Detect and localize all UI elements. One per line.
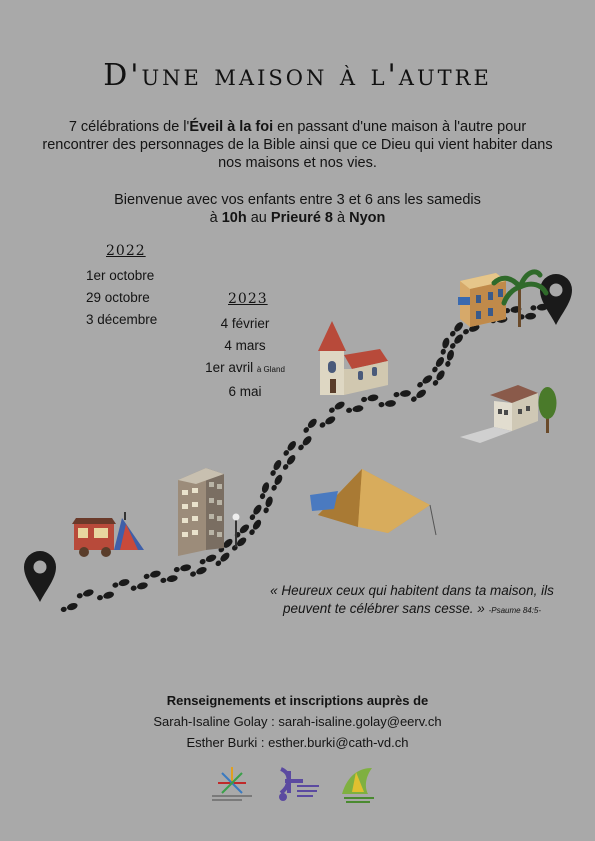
circus-caravan-icon <box>72 512 144 557</box>
footprint <box>96 591 115 602</box>
contact-line: Esther Burki : esther.burki@cath-vd.ch <box>186 735 409 750</box>
logo-enfance-icon <box>338 764 382 806</box>
welcome-line2: à 10h au Prieuré 8 à Nyon <box>209 210 386 226</box>
contacts <box>0 690 595 753</box>
footprint <box>112 578 131 589</box>
date-item: 4 février <box>220 316 270 331</box>
logo-cath-vd-icon <box>208 763 256 807</box>
apartment-building-icon <box>178 468 224 556</box>
footprints-path <box>60 303 548 613</box>
location-pin-end-icon <box>540 274 572 325</box>
footprint <box>270 473 284 492</box>
date-item: 1er avril à Gland <box>205 360 285 375</box>
tent-icon <box>310 469 436 535</box>
year-2023: 2023 <box>228 291 268 307</box>
date-item: 1er octobre <box>86 268 155 283</box>
location-pin-start-icon <box>24 504 56 602</box>
footprint <box>518 312 536 320</box>
welcome-text <box>40 191 555 227</box>
date-item: 6 mai <box>228 384 262 399</box>
footprint <box>328 400 346 415</box>
welcome-line1: Bienvenue avec vos enfants entre 3 et 6 ans les samedis <box>114 192 481 208</box>
date-item: 29 octobre <box>86 290 150 305</box>
page-title: D'une maison à l'autre <box>103 58 492 93</box>
intro-after: en passant d'une maison à l'autre pour rencontrer des personnages de la Bible ainsi que ce Dieu qui vient habiter dans nos maisons et nos vies. <box>42 119 553 171</box>
church-icon <box>318 321 388 395</box>
footprint <box>297 434 314 451</box>
footprint <box>269 459 283 478</box>
footprint <box>173 564 191 574</box>
psalm-quote <box>262 582 562 620</box>
contacts-heading: Renseignements et inscriptions auprès de <box>166 693 429 708</box>
footprint <box>282 439 298 457</box>
farmhouse-icon <box>460 385 557 443</box>
date-item: 3 décembre <box>86 312 158 327</box>
footprint <box>318 415 336 430</box>
intro-bold: Éveil à la foi <box>189 119 274 135</box>
footprint <box>189 566 208 579</box>
footprint <box>76 588 95 600</box>
footprint <box>130 581 149 592</box>
intro-text <box>40 118 555 172</box>
footprint <box>60 602 79 614</box>
footprint <box>248 503 263 521</box>
footprint <box>214 551 231 568</box>
footprint <box>281 453 297 471</box>
logo-eerv-icon <box>273 763 321 807</box>
footprint <box>199 553 218 566</box>
footprint <box>302 417 319 434</box>
footprint <box>409 388 427 404</box>
footprint <box>248 518 263 536</box>
date-item: 4 mars <box>224 338 266 353</box>
footprint <box>143 569 162 580</box>
footprint <box>346 404 364 414</box>
contact-line: Sarah-Isaline Golay : sarah-isaline.golay@eerv.ch <box>153 714 442 729</box>
footprint <box>378 400 396 409</box>
footprint <box>361 394 379 404</box>
footprint <box>160 574 178 584</box>
quote-text: « Heureux ceux qui habitent dans ta maison, ils peuvent te célébrer sans cesse. » <box>270 583 554 616</box>
footprint <box>393 390 411 399</box>
footprint <box>416 374 434 390</box>
quote-reference: -Psaume 84:5- <box>488 606 542 615</box>
year-2022: 2022 <box>106 243 146 259</box>
footprint <box>230 536 248 552</box>
journey-illustration <box>0 255 595 635</box>
intro-before: 7 célébrations de l' <box>68 119 190 135</box>
